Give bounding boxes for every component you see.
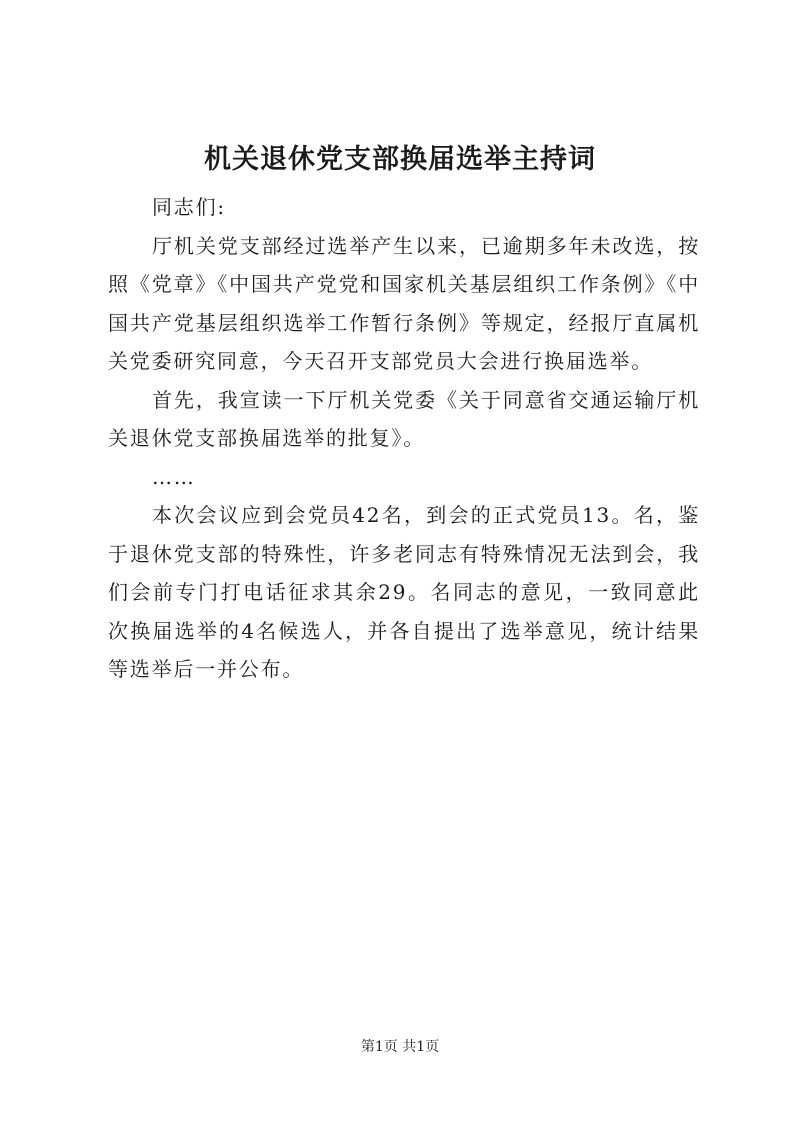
paragraph-ellipsis: …… — [152, 464, 196, 489]
paragraph-attendance: 本次会议应到会党员42名，到会的正式党员13。名，鉴于退休党支部的特殊性，许多老同志有特殊情况无法到会，我们会前专门打电话征求其余29。名同志的意见，一致同意此次换届选举的4名候选人，并各自提出了选举意见，统计结果等选举后一并公布。 — [108, 503, 700, 681]
paragraph-reading: 首先，我宣读一下厅机关党委《关于同意省交通运输厅机关退休党支部换届选举的批复》。 — [108, 387, 700, 450]
paragraph-greeting: 同志们: — [152, 195, 226, 219]
page-footer: 第1页 共1页 — [360, 1039, 440, 1055]
paragraph-background: 厅机关党支部经过选举产生以来，已逾期多年未改选，按照《党章》《中国共产党党和国家机关基层组织工作条例》《中国共产党基层组织选举工作暂行条例》等规定，经报厅直属机关党委研究同意，今天召开支部党员大会进行换届选举。 — [108, 233, 700, 373]
document-title: 机关退休党支部换届选举主持词 — [204, 144, 596, 175]
document-body — [108, 188, 700, 689]
